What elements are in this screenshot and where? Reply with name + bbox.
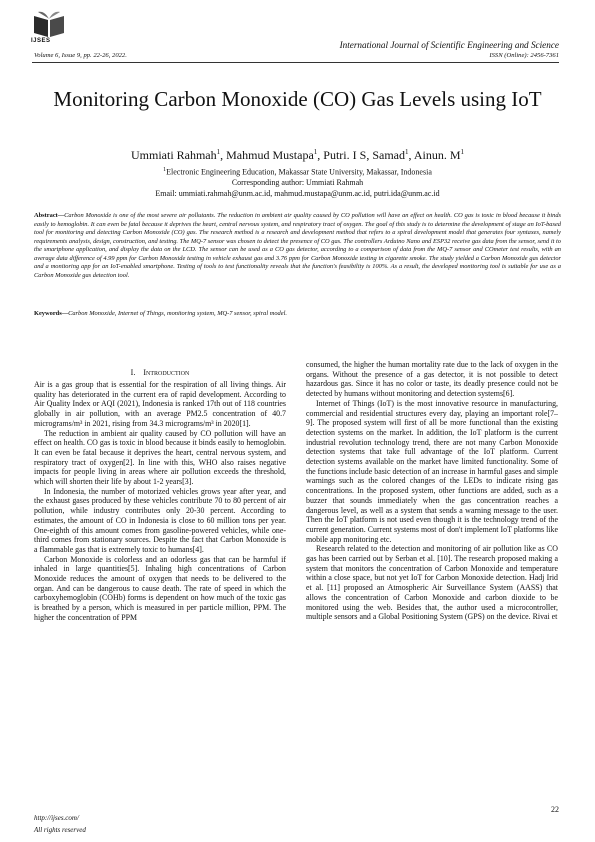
journal-logo-label: IJSES bbox=[31, 38, 51, 44]
author-name: Mahmud Mustapa bbox=[226, 148, 314, 162]
author-list: Ummiati Rahmah$^1$, Mahmud Mustapa$^1$, Putri. I S, Samad$^1$, Ainun. $M^1$ bbox=[130, 148, 464, 162]
column-right bbox=[306, 360, 558, 622]
author-sup: 1 bbox=[460, 148, 464, 156]
author-name: Putri. I S bbox=[323, 148, 367, 162]
author-emails: Email: ummiati.rahmah@unm.ac.id, mahmud.mustapa@unm.ac.id, putri.ida@unm.ac.id bbox=[155, 188, 440, 198]
affiliation-sup: 1 bbox=[163, 167, 167, 173]
paper-title: Monitoring Carbon Monoxide (CO) Gas Levels using IoT bbox=[53, 87, 542, 111]
affiliation-text: Electronic Engineering Education, Makassar State University, Makassar, Indonesia bbox=[166, 167, 432, 177]
keywords-label: Keywords— bbox=[34, 310, 69, 317]
corresponding-author: Corresponding author: Ummiati Rahmah bbox=[231, 178, 364, 188]
volume-info: Volume 6, Issue 9, pp. 22-26, 2022. bbox=[34, 52, 127, 59]
abstract bbox=[34, 212, 561, 280]
paragraph: The reduction in ambient air quality caused by CO pollution will have an effect on health. CO gas is toxic in blood because it binds easily to hemoglobin. It can even be fatal because it deprives the heart, central nervous system, and respiratory tract of oxygen[2]. In line with this, WHO also raises negative impacts for people living in areas where air pollution exceeds the threshold, which will shorten their life by about 1-2 years[3]. bbox=[34, 428, 286, 487]
column-left bbox=[34, 380, 286, 623]
author-name: Ummiati Rahmah bbox=[130, 148, 217, 162]
keywords-text: Carbon Monoxide, Internet of Things, monitoring system, MQ-7 sensor, spiral model. bbox=[68, 310, 287, 317]
affiliation-line bbox=[30, 165, 565, 178]
book-logo-icon bbox=[32, 10, 66, 38]
author-sup: 1 bbox=[216, 148, 221, 156]
paragraph: Research related to the detection and monitoring of air pollution like as CO gas has been carried out by Serban et al. [10]. The research proposed making a system that monitors the concentration of Carbon Monoxide and temperature within a close space, but not yet IoT for Carbon Monoxide detection. Hadj Irid et al. [11] proposed an Atmospheric Air Surveillance System (AASS) that allows the concentration of Carbon Monoxide and carbon dioxide to be monitored using the web. Besides that, the author used a microcontroller, multiple sensors and a Global Positioning System (GPS) on the device. Rivai et bbox=[306, 544, 558, 622]
issn-info: ISSN (Online): 2456-7361 bbox=[489, 52, 559, 59]
journal-logo bbox=[32, 10, 66, 38]
paragraph: In Indonesia, the number of motorized vehicles grows year after year, and the exhaust gases produced by these vehicles contribute 70 to 80 percent of air pollution, while industry contributes only 20-30 percent. According to estimates, the amount of CO in Indonesia is close to 60 million tons per year. One-eighth of this amount comes from gasoline-powered vehicles, while one-third comes from stationary sources. Despite the fact that Carbon Monoxide is a flammable gas that is extremely toxic to humans[4]. bbox=[34, 486, 286, 554]
abstract-label: Abstract— bbox=[34, 212, 65, 219]
header-divider bbox=[32, 62, 559, 63]
abstract-text: Carbon Monoxide is one of the most severe air pollutants. The reduction in ambient air quality caused by CO pollution will have an effect on health. CO gas is toxic in blood because it binds easily to hemoglobin. It can even be fatal because it deprives the heart, central nervous system, and respiratory tract of oxygen. The goal of this study is to determine the development of stage an IoT-based tool for monitoring and detecting Carbon Monoxide (CO) gas. The research method is a research and development method that refers to a spiral development model that generates four syntaxes, namely requirements analysis, design, construction, and testing. The MQ-7 sensor was chosen to detect the presence of CO gas. The controllers Arduino Nano and ESP32 receive gas data from the sensor, send it to the smartphone application, and display the data on the LCD. The sensor can be used as a CO gas detector, according to a comparison of data from the MQ-7 sensor and COmeter test results, with an average data difference of 4.99 ppm for Carbon Monoxide testing in vehicle exhaust gas and 3.76 ppm for Carbon Monoxide testing in cigarette smoke. The study yielded a Carbon Monoxide gas detector and a monitoring app for an IoT-enabled smartphone. Testing of tools to test functionality reveals that the function's feasibility is 100%. As a result, the developed monitoring tool is suitable for use as a Carbon Monoxide gas detection tool. bbox=[34, 212, 561, 279]
paragraph: Internet of Things (IoT) is the most innovative resource in manufacturing, commercial and residential structures every day, playing an important role[7–9]. The proposed system will first of all be more functional than the existing detection systems on the market. In addition, the IoT platform is the current industrial revolution technology trend, there are not many Carbon Monoxide detection systems that take full advantage of the IoT platform. Current detection systems available on the market have limited functionality. Some of the functions include basic detection of an increase in harmful gases and simple warnings such as the colored changes of the LEDs to indicate rising gas concentrations. In the proposed system, other functions are added, such as a buzzer that sounds immediately when the gas concentration reaches a dangerous level, as well as a system that sends a warning message to the user. Then the IoT platform is not used even though it is the technology trend of the current generation. Current systems most of don't implement IoT platforms like mobile app monitoring etc. bbox=[306, 398, 558, 544]
keywords bbox=[34, 310, 561, 317]
paragraph: Carbon Monoxide is colorless and an odorless gas that can be harmful if inhaled in large quantities[5]. Inhaling high concentrations of Carbon Monoxide reduces the amount of oxygen that needs to be delivered to the organ. And can be dangerous to cause death. The rate of speed in which the carboxyhemoglobin (COHb) forms is dependent on how much of the toxic gas is breathed by a person, which is measured in per particle million, PPM. The higher the concentration of PPM bbox=[34, 554, 286, 622]
affiliation-block bbox=[30, 165, 565, 199]
section-heading: I. Introduction bbox=[130, 368, 190, 377]
page-number: 22 bbox=[551, 805, 559, 814]
author-name: Samad bbox=[372, 148, 405, 162]
author-name: Ainun. M bbox=[413, 148, 461, 162]
paragraph: Air is a gas group that is essential for the respiration of all living things. Air quality has deteriorated in the current era of rapid development. According to Air Quality Index or AQI (2021), Indonesia is ranked 17th out of 118 countries globally in air pollution, with an average PM2.5 concentration of 40.7 micrograms/m³ in 2021, rising from 34.3 micrograms/m³ in 2020[1]. bbox=[34, 380, 286, 428]
footer-link[interactable]: http://ijses.com/ bbox=[34, 814, 79, 822]
paragraph: consumed, the higher the human mortality rate due to the lack of oxygen in the organs. Without the presence of a gas detector, it is not possible to detect hazardous gas. Since it has no color or taste, its deadly presence could not be detected by humans without monitoring and detection systems[6]. bbox=[306, 360, 558, 399]
footer-rights: All rights reserved bbox=[34, 826, 86, 834]
author-sup: 1 bbox=[404, 148, 409, 156]
journal-name: International Journal of Scientific Engineering and Science bbox=[339, 40, 559, 50]
author-sup: 1 bbox=[313, 148, 318, 156]
